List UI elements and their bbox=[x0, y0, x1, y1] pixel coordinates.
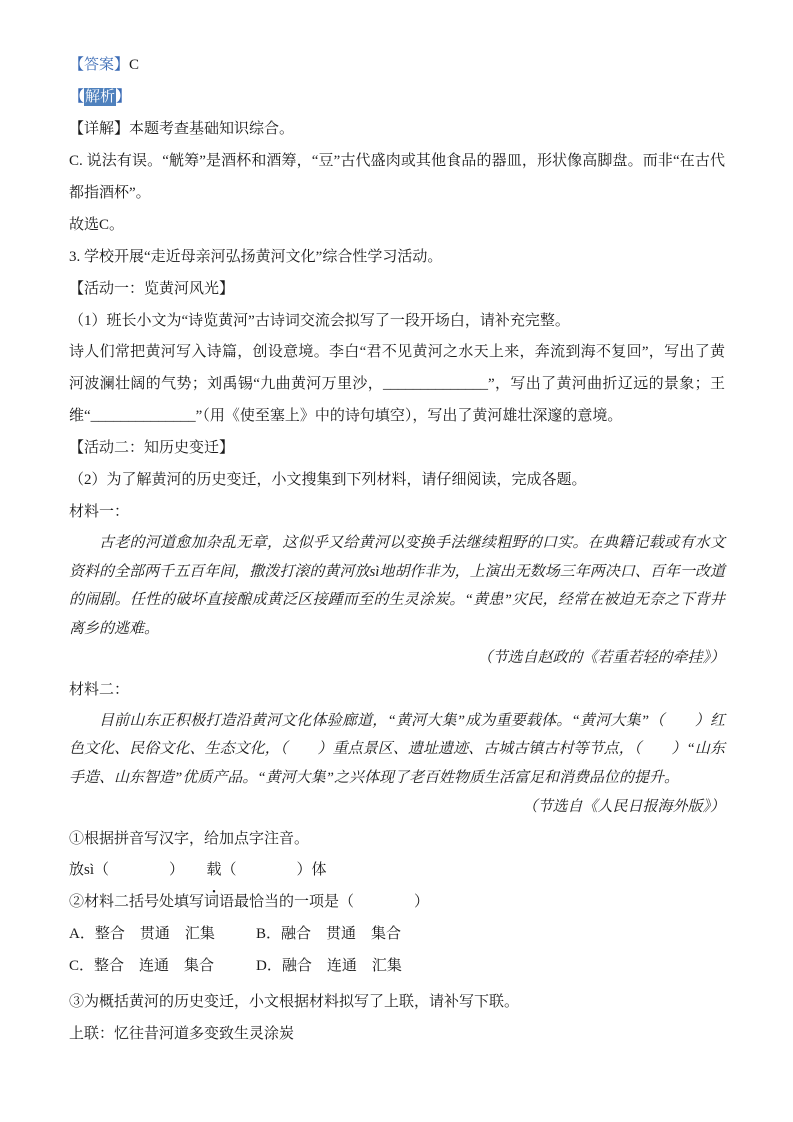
material1-source: （节选自赵政的《若重若轻的牵挂》） bbox=[477, 650, 725, 667]
detail-text: 本题考查基础知识综合。 bbox=[129, 120, 295, 137]
detail-label: 【详解】 bbox=[69, 120, 130, 137]
material2-title: 材料二： bbox=[69, 681, 130, 698]
subquestion3-stem: ③为概括黄河的历史变迁，小文根据材料拟写了上联，请补写下联。 bbox=[69, 994, 520, 1011]
question3-1: （1）班长小文为“诗览黄河”古诗词交流会拟写了一段开场白，请补充完整。 bbox=[69, 312, 570, 329]
material1-body: 古老的河道愈加杂乱无章，这似乎又给黄河以变换手法继续粗野的口实。在典籍记载或有水文资料的全部两千五百年间，撒泼打滚的黄河放sì地胡作非为，上演出无数场三年两决口、百年一改道的闹剧。任性的破坏直接酿成黄泛区接踵而至的生灵涂炭。“黄患”灾民，经常在被迫无奈之下背井离乡的逃难。 bbox=[69, 535, 725, 637]
answer-value: C bbox=[129, 57, 140, 73]
dotted-character: 载 bbox=[206, 862, 222, 879]
material2-source: （节选自《人民日报海外版》） bbox=[522, 799, 725, 815]
analysis-bracket-close: 】 bbox=[116, 88, 132, 105]
subquestion1-stem: ①根据拼音写汉字，给加点字注音。 bbox=[69, 830, 310, 847]
options-row-1 bbox=[69, 919, 725, 951]
subquestion1-blanks bbox=[69, 855, 725, 887]
explanation-text: C. 说法有误。“觥筹”是酒杯和酒筹，“豆”古代盛肉或其他食品的器皿，形状像高脚盘。而非“在古代都指酒杯”。 bbox=[69, 152, 725, 201]
detail-line bbox=[69, 114, 725, 146]
option-d: D．融合 连通 汇集 bbox=[256, 958, 402, 975]
poem-passage: 诗人们常把黄河写入诗篇，创设意境。李白“君不见黄河之水天上来，奔流到海不复回”，写出了黄河波澜壮阔的气势；刘禹锡“九曲黄河万里沙，______________”，写出了黄河曲折辽远的景象；王维“______________”（用《使至塞上》中的诗句填空），写出了黄河雄壮深邃的意境。 bbox=[69, 344, 725, 425]
question3-2: （2）为了解黄河的历史变迁，小文搜集到下列材料，请仔细阅读，完成各题。 bbox=[69, 472, 587, 489]
option-c: C．整合 连通 集合 bbox=[69, 958, 215, 975]
material2-body: 目前山东正积极打造沿黄河文化体验廊道，“黄河大集”成为重要载体。“黄河大集”（ ）红色文化、民俗文化、生态文化，（ ）重点景区、遗址遗迹、古城古镇古村等节点，（ ）“山东手造、山东智造”优质产品。“黄河大集”之兴体现了老百姓物质生活富足和消费品位的提升。 bbox=[69, 712, 725, 786]
activity1-header: 【活动一：览黄河风光】 bbox=[69, 280, 235, 297]
material1-title: 材料一： bbox=[69, 504, 130, 521]
question3-stem: 3. 学校开展“走近母亲河弘扬黄河文化”综合性学习活动。 bbox=[69, 248, 443, 265]
options-row-2 bbox=[69, 951, 725, 983]
analysis-bracket-open: 【 bbox=[69, 88, 85, 105]
option-b: B．融合 贯通 集合 bbox=[256, 926, 402, 943]
analysis-line bbox=[69, 82, 725, 114]
answer-line bbox=[69, 50, 725, 82]
explanation-conclusion: 故选C。 bbox=[69, 216, 125, 233]
option-a: A．整合 贯通 汇集 bbox=[69, 926, 215, 943]
activity2-header: 【活动二：知历史变迁】 bbox=[69, 440, 235, 457]
subquestion2-stem: ②材料二括号处填写词语最恰当的一项是（ ） bbox=[69, 894, 430, 911]
analysis-label: 解析 bbox=[85, 88, 116, 105]
pinyin-blank-part2: （ ）体 bbox=[221, 862, 327, 879]
answer-label: 【答案】 bbox=[69, 57, 130, 73]
couplet-first-line: 上联：忆往昔河道多变致生灵涂炭 bbox=[69, 1026, 295, 1043]
pinyin-blank-part1: 放sì（ ） bbox=[69, 862, 207, 879]
